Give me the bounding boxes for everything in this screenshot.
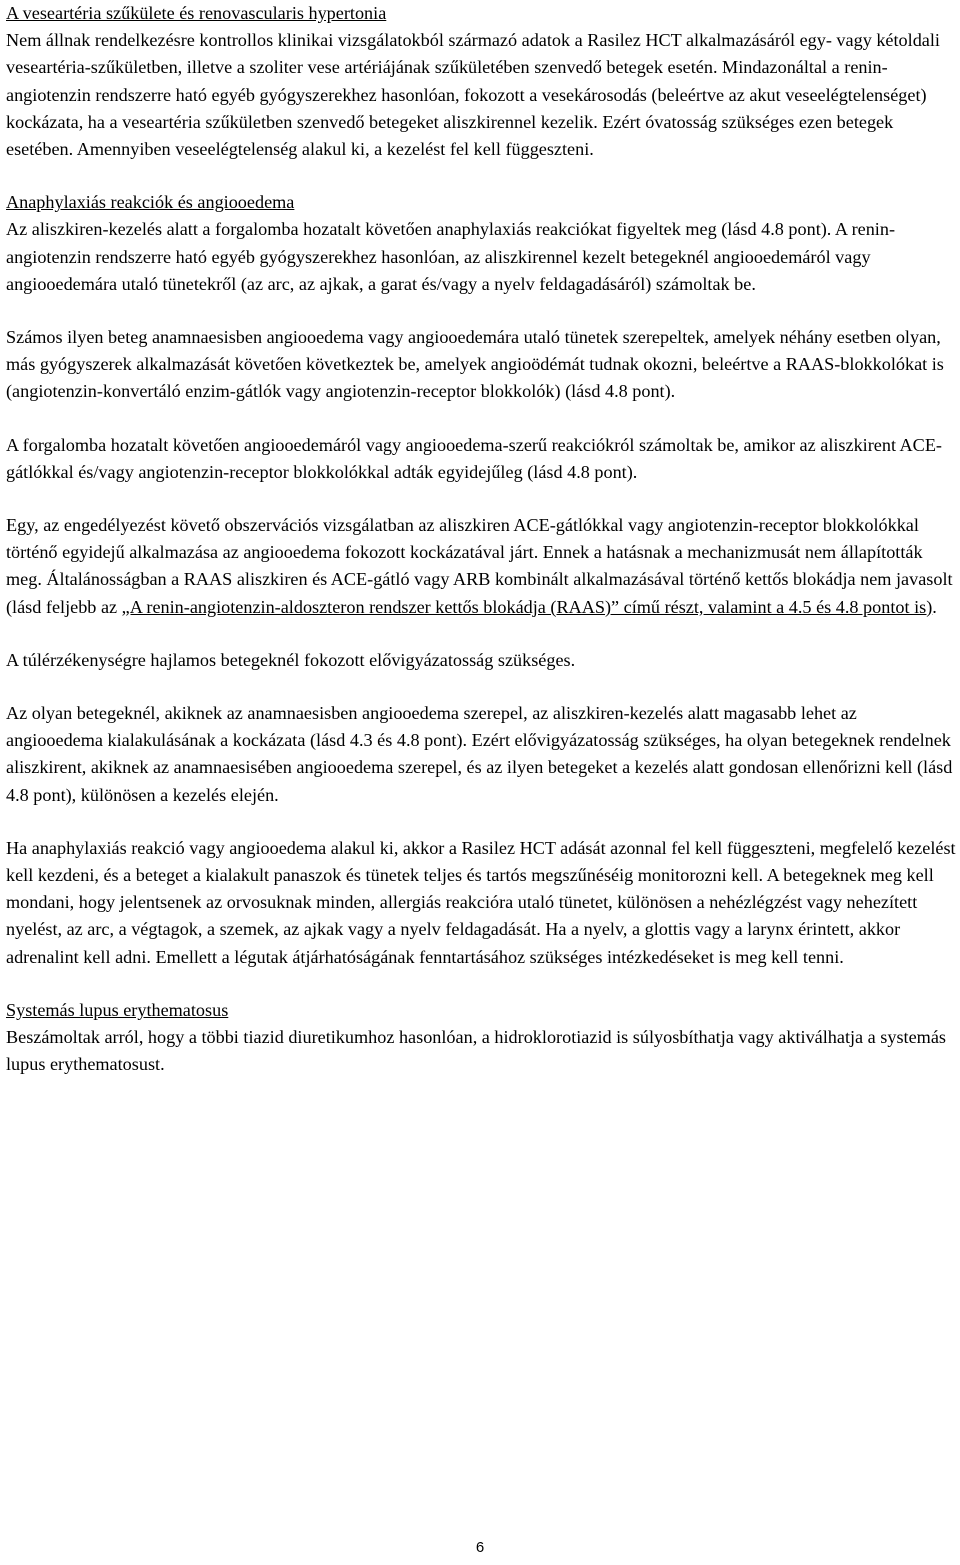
section-heading-lupus: Systemás lupus erythematosus xyxy=(6,999,229,1020)
paragraph-anaphylaxis-3: A forgalomba hozatalt követően angiooedemáról vagy angiooedema-szerű reakciókról számoltak be, amikor az aliszkirent ACE-gátlókkal és/vagy angiotenzin-receptor blokkolókkal adták egyidejűleg (lásd 4.8 pont). xyxy=(6,434,942,482)
page-number: 6 xyxy=(475,1539,485,1556)
paragraph-anaphylaxis-5: A túlérzékenységre hajlamos betegeknél fokozott elővigyázatosság szükséges. xyxy=(6,649,576,670)
paragraph-anaphylaxis-4 xyxy=(6,512,956,621)
section-heading-renal-artery-stenosis: A veseartéria szűkülete és renovascularis hypertonia xyxy=(6,3,387,23)
document-page xyxy=(6,0,956,1079)
paragraph-renal-artery-stenosis: Nem állnak rendelkezésre kontrollos klinikai vizsgálatokból származó adatok a Rasilez HCT alkalmazásáról egy- vagy kétoldali veseartéria-szűkületben, illetve a szoliter vese artériájának szűkületében szenvedő betegek esetén. Mindazonáltal a renin-angiotenzin rendszerre ható egyéb gyógyszerekhez hasonlóan, fokozott a vesekárosodás (beleértve az akut veseelégtelenséget) kockázata, ha a veseartéria szűkületben szenvedő betegeket aliszkirennel kezelik. Ezért óvatosság szükséges ezen betegek esetében. Amennyiben veseelégtelenség alakul ki, a kezelést fel kell függeszteni. xyxy=(6,30,940,160)
paragraph-anaphylaxis-2: Számos ilyen beteg anamnaesisben angiooedema vagy angiooedemára utaló tünetek szerepeltek, amelyek néhány esetben olyan, más gyógyszerek alkalmazását követően következtek be, amelyek angioödémát tudnak okozni, beleértve a RAAS-blokkolókat is (angiotenzin-konvertáló enzim-gátlók vagy angiotenzin-receptor blokkolók) (lásd 4.8 pont). xyxy=(6,327,944,402)
raas-dual-blockade-reference-link[interactable]: „A renin-angiotenzin-aldoszteron rendszer kettős blokádja (RAAS)” című részt, valamint a 4.5 és 4.8 pontot is) xyxy=(121,596,933,617)
paragraph-anaphylaxis-7: Ha anaphylaxiás reakció vagy angiooedema alakul ki, akkor a Rasilez HCT adását azonnal fel kell függeszteni, megfelelő kezelést kell kezdeni, és a beteget a kialakult panaszok és tünetek teljes és tartós megszűnéséig monitorozni kell. A betegeknek meg kell mondani, hogy jelentsenek az orvosuknak minden, allergiás reakcióra utaló tünetet, különösen a nehézlégzést vagy nehezített nyelést, az arc, a végtagok, a szemek, az ajkak vagy a nyelv feldagadását. Ha a nyelv, a glottis vagy a larynx érintett, akkor adrenalint kell adni. Emellett a légutak átjárhatóságának fenntartásához szükséges intézkedéseket is meg kell tenni. xyxy=(6,837,956,967)
paragraph-anaphylaxis-1: Az aliszkiren-kezelés alatt a forgalomba hozatalt követően anaphylaxiás reakciókat figyeltek meg (lásd 4.8 pont). A renin-angiotenzin rendszerre ható egyéb gyógyszerekhez hasonlóan, az aliszkirennel kezelt betegeknél angiooedemáról vagy angiooedemára utaló tünetekről (az arc, az ajkak, a garat és/vagy a nyelv feldagadásáról) számoltak be. xyxy=(6,219,896,294)
paragraph-anaphylaxis-4-end: . xyxy=(932,596,937,617)
section-heading-anaphylaxis: Anaphylaxiás reakciók és angiooedema xyxy=(6,192,295,213)
paragraph-anaphylaxis-6: Az olyan betegeknél, akiknek az anamnaesisben angiooedema szerepel, az aliszkiren-kezelés alatt magasabb lehet az angiooedema kialakulásának a kockázata (lásd 4.3 és 4.8 pont). Ezért elővigyázatosság szükséges, ha olyan betegeknek rendelnek aliszkirent, akiknek az anamnaesisében angiooedema szerepel, és az ilyen betegeket a kezelés alatt gondosan ellenőrizni kell (lásd 4.8 pont), különösen a kezelés elején. xyxy=(6,703,953,805)
paragraph-lupus: Beszámoltak arról, hogy a többi tiazid diuretikumhoz hasonlóan, a hidroklorotiazid is súlyosbíthatja vagy aktiválhatja a systemás lupus erythematosust. xyxy=(6,1027,946,1075)
paragraph-anaphylaxis-4-text: Egy, az engedélyezést követő obszervációs vizsgálatban az aliszkiren ACE-gátlókkal vagy angiotenzin-receptor blokkolókkal történő egyidejű alkalmazása az angiooedema fokozott kockázatával járt. Ennek a hatásnak a mechanizmusát nem állapították meg. Általánosságban a RAAS aliszkiren és ACE-gátló vagy ARB kombinált alkalmazásával történő kettős blokádja nem javasolt (lásd feljebb az xyxy=(6,515,953,617)
